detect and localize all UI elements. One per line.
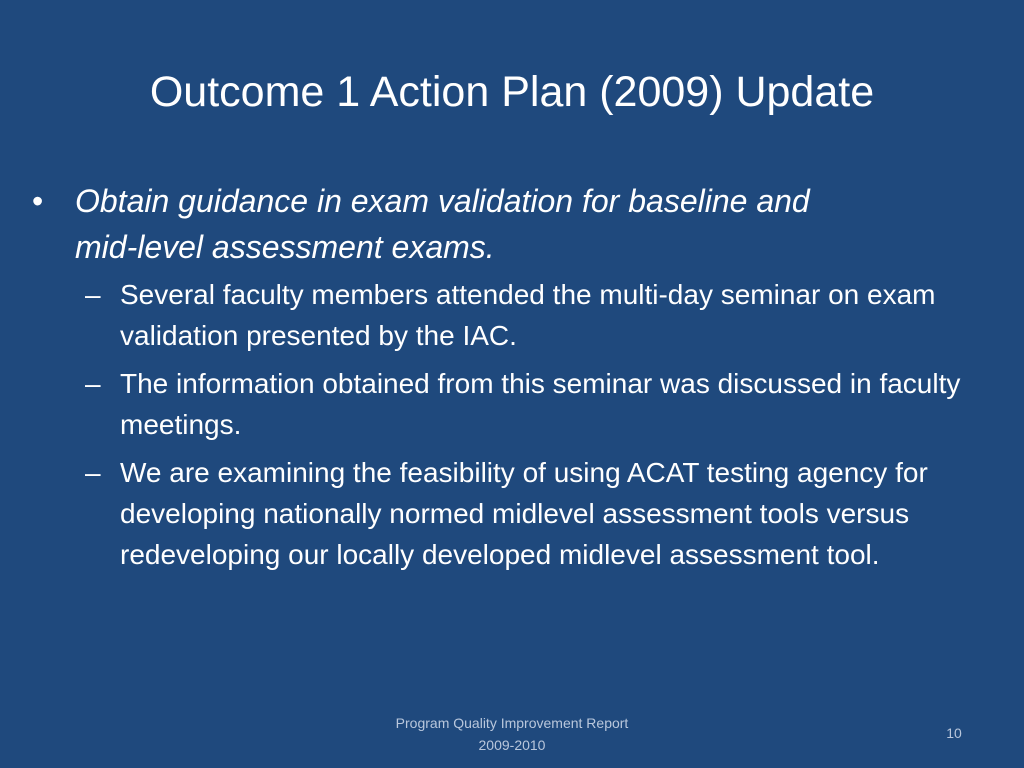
sub-bullet-text: Several faculty members attended the multi-day seminar on exam validation presented by the IAC. — [120, 279, 936, 351]
sub-bullet — [30, 452, 975, 575]
page-number: 10 — [946, 725, 962, 741]
slide-body — [30, 178, 980, 582]
footer — [312, 712, 712, 756]
footer-line-2: 2009-2010 — [478, 737, 546, 753]
sub-bullet — [30, 274, 975, 356]
sub-bullet — [30, 363, 975, 445]
sub-bullet-text: The information obtained from this seminar was discussed in faculty meetings. — [120, 368, 961, 440]
sub-bullet-list — [30, 274, 980, 575]
footer-line-1: Program Quality Improvement Report — [395, 715, 629, 731]
dash-marker: – — [85, 279, 101, 310]
bullet-marker: • — [32, 183, 44, 219]
sub-bullet-text: We are examining the feasibility of using ACAT testing agency for developing nationally normed midlevel assessment tools versus redeveloping our locally developed midlevel assessment tool. — [120, 457, 928, 570]
main-bullet — [30, 178, 980, 270]
main-bullet-line-1: Obtain guidance in exam validation for baseline and — [75, 183, 810, 219]
main-bullet-line-2: mid-level assessment exams. — [75, 229, 495, 265]
dash-marker: – — [85, 368, 101, 399]
slide-title: Outcome 1 Action Plan (2009) Update — [149, 68, 875, 116]
dash-marker: – — [85, 457, 101, 488]
